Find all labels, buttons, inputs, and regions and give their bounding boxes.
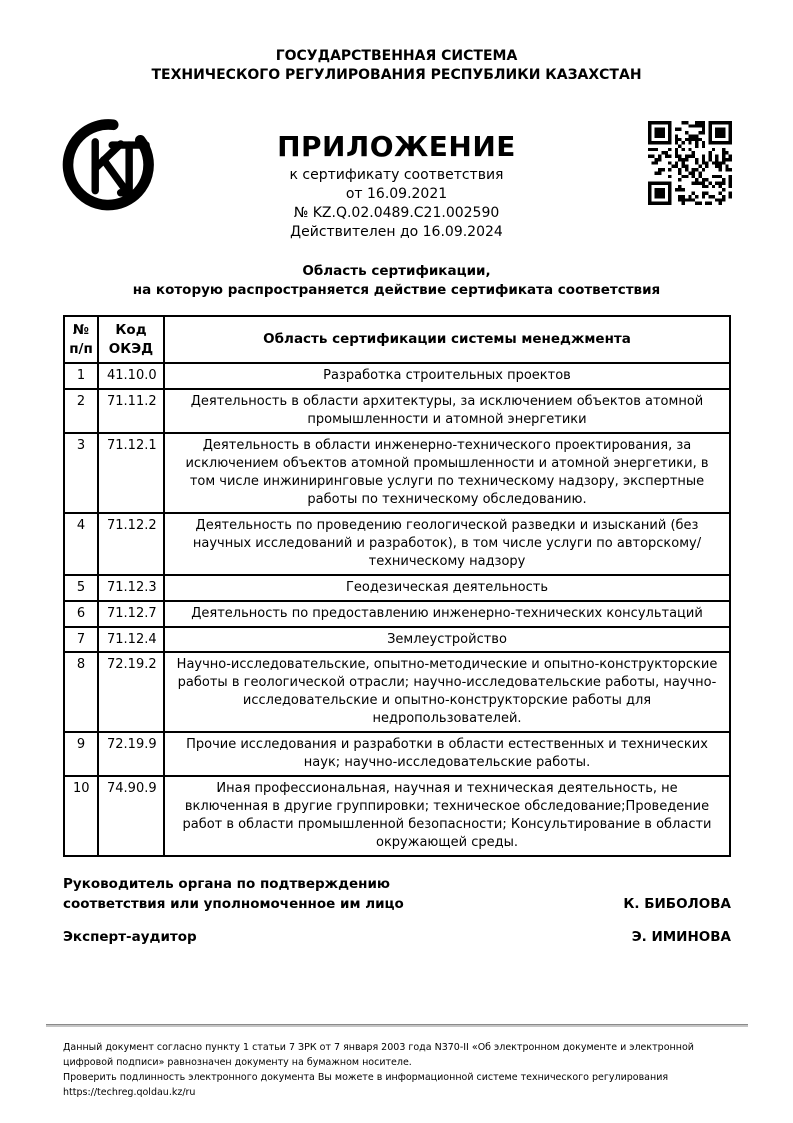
- footer-line-3: Проверить подлинность электронного документа Вы можете в информационной системе технического регулирования: [63, 1072, 669, 1083]
- signature-name: К. БИБОЛОВА: [623, 896, 731, 912]
- table-row: [64, 363, 730, 389]
- table-row: [64, 776, 730, 856]
- scope-cell: Деятельность по проведению геологической разведки и изысканий (без научных исследований и разработок), в том числе услуги по авторскому/техническому надзору: [164, 513, 730, 575]
- scope-cell: Деятельность в области инженерно-технического проектирования, за исключением объектов атомной промышленности и атомной энергетики, в том числе инжиниринговые услуги по техническому надзору, экспертные работы по техническому обследованию.: [164, 433, 730, 513]
- footer-line-2: цифровой подписи» равнозначен документу на бумажном носителе.: [63, 1057, 412, 1068]
- scope-cell: Иная профессиональная, научная и техническая деятельность, не включенная в другие группировки; техническое обследование;Проведение работ в области промышленной безопасности; Консультирование в области окружающей среды.: [164, 776, 730, 856]
- signature-block: [63, 874, 731, 947]
- footer-url: https://techreg.qoldau.kz/ru: [63, 1087, 196, 1098]
- document-title: ПРИЛОЖЕНИЕ: [277, 130, 516, 163]
- signature-row-expert-auditor: [63, 927, 731, 947]
- row-number-cell: 6: [64, 601, 98, 627]
- table-row: [64, 513, 730, 575]
- table-row: [64, 652, 730, 732]
- scope-cell: Научно-исследовательские, опытно-методические и опытно-конструкторские работы в геологической отрасли; научно-исследовательские работы, научно-исследовательские и опытно-конструкторские работы для недропользователей.: [164, 652, 730, 732]
- qr-code: [648, 121, 732, 205]
- scope-cell: Землеустройство: [164, 627, 730, 653]
- code-cell: 71.12.7: [98, 601, 164, 627]
- scope-cell: Геодезическая деятельность: [164, 575, 730, 601]
- code-cell: 74.90.9: [98, 776, 164, 856]
- scope-cell: Деятельность по предоставлению инженерно-технических консультаций: [164, 601, 730, 627]
- code-cell: 72.19.9: [98, 732, 164, 776]
- table-row: [64, 389, 730, 433]
- table-row: [64, 732, 730, 776]
- code-cell: 72.19.2: [98, 652, 164, 732]
- header-line-1: ГОСУДАРСТВЕННАЯ СИСТЕМА: [275, 48, 518, 64]
- col-header-code-top: Код: [115, 322, 147, 338]
- row-number-cell: 4: [64, 513, 98, 575]
- row-number-cell: 10: [64, 776, 98, 856]
- document-header: [0, 47, 793, 85]
- col-header-code: [98, 316, 164, 363]
- code-cell: 41.10.0: [98, 363, 164, 389]
- code-cell: 71.12.2: [98, 513, 164, 575]
- col-header-num-bottom: п/п: [69, 340, 93, 357]
- certificate-date: от 16.09.2021: [345, 186, 448, 202]
- certificate-reference: к сертификату соответствия: [289, 167, 504, 183]
- scope-cell: Разработка строительных проектов: [164, 363, 730, 389]
- footer-legal-text: [46, 1027, 748, 1100]
- scope-cell: Прочие исследования и разработки в области естественных и технических наук; научно-исследовательские работы.: [164, 732, 730, 776]
- code-cell: 71.12.4: [98, 627, 164, 653]
- signature-role: [63, 874, 404, 914]
- table-row: [64, 575, 730, 601]
- certificate-number: № KZ.Q.02.0489.C21.002590: [293, 205, 500, 221]
- certification-scope-table: [63, 315, 731, 857]
- footer-line-1: Данный документ согласно пункту 1 статьи 7 ЗРК от 7 января 2003 года N370-II «Об электронном документе и электронной: [63, 1042, 694, 1053]
- code-cell: 71.12.3: [98, 575, 164, 601]
- row-number-cell: 9: [64, 732, 98, 776]
- certificate-validity: Действителен до 16.09.2024: [290, 224, 503, 240]
- table-row: [64, 627, 730, 653]
- code-cell: 71.11.2: [98, 389, 164, 433]
- col-header-code-bottom: ОКЭД: [108, 340, 154, 357]
- signature-role-line-2: соответствия или уполномоченное им лицо: [63, 896, 404, 912]
- col-header-num-top: №: [72, 322, 90, 338]
- section-title-line-1: Область сертификации,: [302, 263, 491, 279]
- col-header-scope: Область сертификации системы менеджмента: [164, 316, 730, 363]
- row-number-cell: 8: [64, 652, 98, 732]
- signature-role-line-1: Руководитель органа по подтверждению: [63, 876, 391, 892]
- table-header-row: [64, 316, 730, 363]
- table-row: [64, 433, 730, 513]
- row-number-cell: 3: [64, 433, 98, 513]
- scope-cell: Деятельность в области архитектуры, за исключением объектов атомной промышленности и атомной энергетики: [164, 389, 730, 433]
- section-title: [0, 262, 793, 300]
- signature-role: Эксперт-аудитор: [63, 929, 197, 945]
- row-number-cell: 5: [64, 575, 98, 601]
- signature-row-head-of-body: [63, 874, 731, 914]
- header-line-2: ТЕХНИЧЕСКОГО РЕГУЛИРОВАНИЯ РЕСПУБЛИКИ КАЗАХСТАН: [151, 67, 642, 83]
- signature-name: Э. ИМИНОВА: [631, 929, 731, 945]
- code-cell: 71.12.1: [98, 433, 164, 513]
- col-header-num: [64, 316, 98, 363]
- document-footer: [46, 1024, 748, 1100]
- row-number-cell: 2: [64, 389, 98, 433]
- row-number-cell: 7: [64, 627, 98, 653]
- row-number-cell: 1: [64, 363, 98, 389]
- table-row: [64, 601, 730, 627]
- section-title-line-2: на которую распространяется действие сертификата соответствия: [132, 282, 661, 298]
